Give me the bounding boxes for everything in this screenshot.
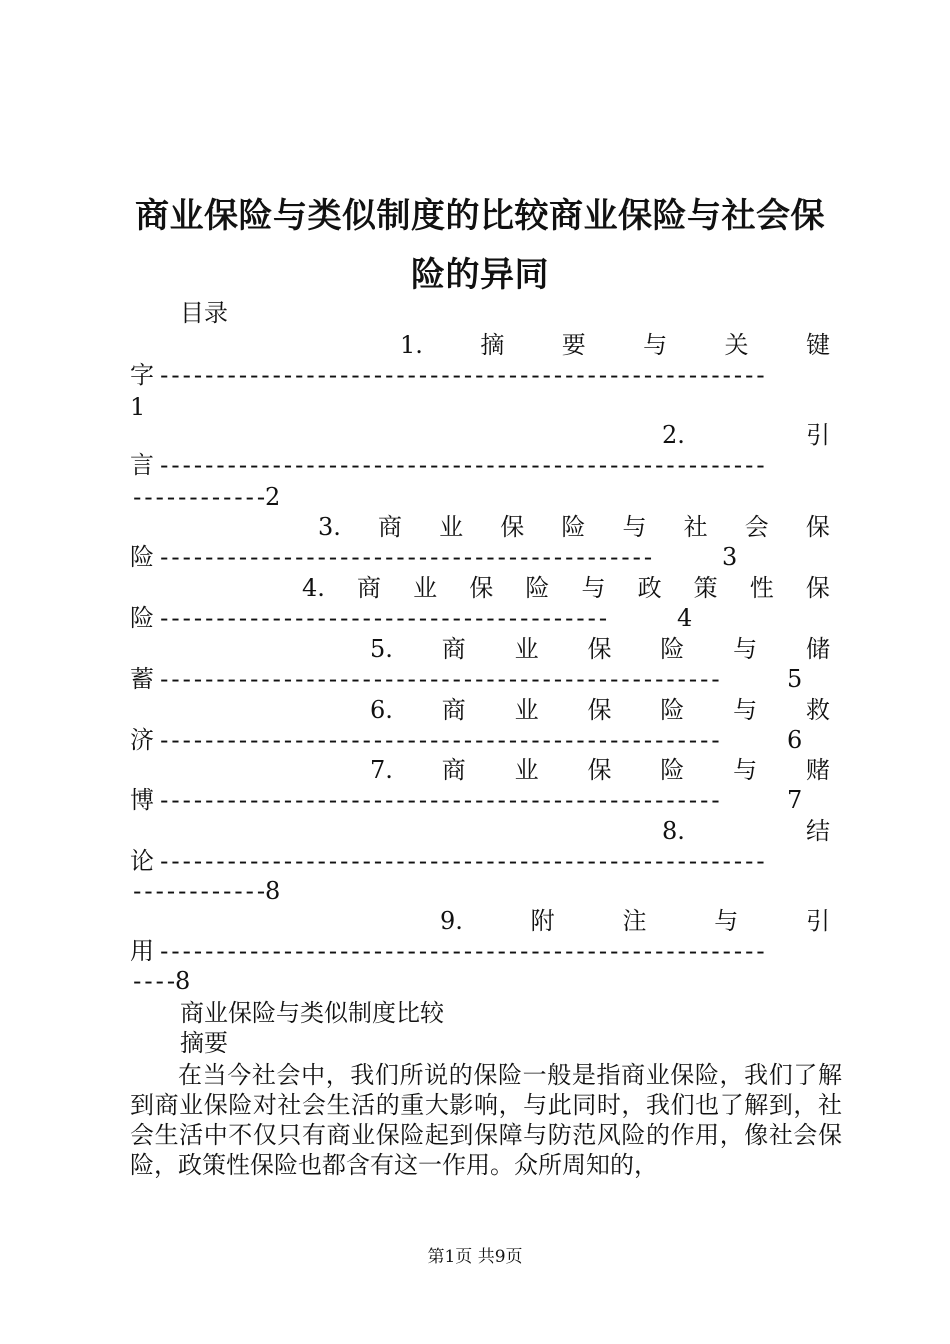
toc-entry-char: 性 bbox=[749, 574, 774, 602]
toc-leader-dashes: ------------------------------------------------------ bbox=[157, 937, 765, 965]
page-footer: 第1页 共9页 bbox=[427, 1247, 523, 1267]
toc-entry-head[interactable] bbox=[370, 634, 830, 664]
toc-entry-char: 险 bbox=[525, 574, 550, 602]
toc-heading: 目录 bbox=[180, 299, 228, 327]
toc-entry-char: 保 bbox=[587, 756, 612, 784]
toc-entry-char: 键 bbox=[805, 331, 830, 359]
toc-entry-head[interactable] bbox=[440, 906, 830, 936]
toc-page-number bbox=[722, 542, 737, 572]
toc-leader-dashes: ------------------------------------------------------ bbox=[157, 847, 765, 875]
toc-page-number bbox=[787, 664, 802, 694]
toc-entry-tail-char: 字 bbox=[130, 361, 154, 389]
toc-entry-tail-char: 济 bbox=[130, 726, 154, 754]
toc-entry-char: 要 bbox=[561, 331, 586, 359]
toc-entry-char: 与 bbox=[643, 331, 668, 359]
toc-entry-tail-char: 蓄 bbox=[130, 665, 154, 693]
toc-leader-dashes: -------------------------------------------- bbox=[157, 543, 652, 571]
toc-page-value: 7 bbox=[787, 786, 803, 814]
toc-entry-number: 5. bbox=[370, 635, 393, 663]
toc-entry-char: 与 bbox=[733, 696, 758, 724]
toc-page-value: 2 bbox=[265, 483, 281, 511]
toc-entry-tail-char: 言 bbox=[130, 451, 154, 479]
toc-entry-char: 策 bbox=[693, 574, 718, 602]
toc-entry-char: 业 bbox=[413, 574, 438, 602]
toc-entry-char: 关 bbox=[724, 331, 749, 359]
toc-entry-tail bbox=[130, 936, 154, 966]
toc-entry-char: 引 bbox=[806, 421, 830, 449]
toc-entry-char: 注 bbox=[622, 907, 647, 935]
toc-entry-char: 保 bbox=[587, 696, 612, 724]
toc-entry-head[interactable] bbox=[370, 755, 830, 785]
toc-entry-number: 9. bbox=[440, 907, 463, 935]
toc-entry-tail bbox=[130, 846, 154, 876]
toc-page-leader: ---- bbox=[130, 967, 175, 995]
toc-entry-char: 与 bbox=[714, 907, 739, 935]
toc-entry-tail bbox=[130, 785, 154, 815]
toc-entry-char: 保 bbox=[469, 574, 494, 602]
toc-page-value: 1 bbox=[130, 393, 146, 421]
toc-page-number bbox=[787, 785, 802, 815]
toc-page-number bbox=[677, 603, 692, 633]
toc-page-leader: ------------ bbox=[130, 877, 265, 905]
toc-entry-number: 4. bbox=[302, 574, 325, 602]
toc-entry-char: 与 bbox=[622, 513, 647, 541]
toc-entry-head[interactable] bbox=[400, 330, 830, 360]
toc-entry-head[interactable] bbox=[662, 816, 830, 846]
toc-entry-head[interactable] bbox=[370, 695, 830, 725]
toc-page-value: 4 bbox=[677, 604, 693, 632]
toc-entry-char: 商 bbox=[441, 696, 466, 724]
toc-entry-char: 险 bbox=[660, 696, 685, 724]
toc-page-number bbox=[787, 725, 802, 755]
toc-entry-head[interactable] bbox=[662, 420, 830, 450]
toc-leader-dashes: -------------------------------------------------- bbox=[157, 726, 720, 754]
toc-entry-char: 引 bbox=[805, 907, 830, 935]
toc-page-number bbox=[130, 482, 280, 512]
toc-page-value: 5 bbox=[787, 665, 803, 693]
toc-entry-char: 附 bbox=[530, 907, 555, 935]
toc-entry-char: 保 bbox=[805, 574, 830, 602]
toc-entry-char: 摘 bbox=[480, 331, 505, 359]
toc-entry-tail bbox=[130, 450, 154, 480]
toc-entry-char: 商 bbox=[441, 756, 466, 784]
toc-entry-tail-char: 险 bbox=[130, 543, 154, 571]
toc-entry-char: 商 bbox=[378, 513, 403, 541]
toc-entry-char: 商 bbox=[357, 574, 382, 602]
toc-leader-dashes: ---------------------------------------- bbox=[157, 604, 607, 632]
toc-entry-char: 保 bbox=[587, 635, 612, 663]
toc-entry-char: 业 bbox=[514, 756, 539, 784]
toc-entry-char: 险 bbox=[561, 513, 586, 541]
toc-page-value: 6 bbox=[787, 726, 803, 754]
toc-page-number bbox=[130, 966, 190, 996]
toc-entry-char: 险 bbox=[660, 635, 685, 663]
toc-entry-char: 与 bbox=[581, 574, 606, 602]
toc-page-value: 3 bbox=[722, 543, 738, 571]
toc-page-number bbox=[130, 392, 145, 422]
toc-page-leader: ------------ bbox=[130, 483, 265, 511]
abstract-text: 在当今社会中，我们所说的保险一般是指商业保险，我们了解到商业保险对社会生活的重大影响，与此同时，我们也了解到，社会生活中不仅只有商业保险起到保障与防范风险的作用，像社会保险，政策性保险也都含有这一作用。众所周知的， bbox=[130, 1061, 842, 1179]
toc-entry-tail bbox=[130, 542, 154, 572]
toc-entry-char: 社 bbox=[683, 513, 708, 541]
toc-entry-tail-char: 论 bbox=[130, 847, 154, 875]
toc-entry-tail bbox=[130, 725, 154, 755]
toc-leader-dashes: ------------------------------------------------------ bbox=[157, 361, 765, 389]
toc-leader-dashes: -------------------------------------------------- bbox=[157, 786, 720, 814]
toc-entry-char: 保 bbox=[500, 513, 525, 541]
toc-page-value: 8 bbox=[265, 877, 281, 905]
toc-entry-char: 赌 bbox=[805, 756, 830, 784]
toc-page-value: 8 bbox=[175, 967, 191, 995]
toc-entry-head[interactable] bbox=[302, 573, 830, 603]
toc-entry-head[interactable] bbox=[318, 512, 830, 542]
abstract-label: 摘要 bbox=[180, 1029, 228, 1057]
toc-entry-char: 救 bbox=[805, 696, 830, 724]
toc-entry-tail bbox=[130, 360, 154, 390]
toc-entry-number: 2. bbox=[662, 421, 685, 449]
toc-entry-number: 3. bbox=[318, 513, 341, 541]
toc-entry-char: 结 bbox=[806, 817, 830, 845]
document-title-line-1: 商业保险与类似制度的比较商业保险与社会保 bbox=[135, 196, 825, 236]
toc-entry-number: 1. bbox=[400, 331, 423, 359]
toc-leader-dashes: ------------------------------------------------------ bbox=[157, 451, 765, 479]
toc-entry-number: 6. bbox=[370, 696, 393, 724]
toc-page-number bbox=[130, 876, 280, 906]
toc-entry-tail-char: 用 bbox=[130, 937, 154, 965]
section-title: 商业保险与类似制度比较 bbox=[180, 999, 444, 1027]
toc-entry-number: 8. bbox=[662, 817, 685, 845]
toc-entry-char: 险 bbox=[660, 756, 685, 784]
toc-entry-number: 7. bbox=[370, 756, 393, 784]
toc-entry-char: 与 bbox=[733, 756, 758, 784]
toc-entry-char: 保 bbox=[805, 513, 830, 541]
toc-entry-tail-char: 博 bbox=[130, 786, 154, 814]
toc-leader-dashes: -------------------------------------------------- bbox=[157, 665, 720, 693]
toc-entry-char: 业 bbox=[514, 696, 539, 724]
abstract-paragraph bbox=[130, 1060, 842, 1180]
toc-entry-tail bbox=[130, 603, 154, 633]
document-title-line-2: 险的异同 bbox=[411, 255, 549, 295]
toc-entry-char: 会 bbox=[744, 513, 769, 541]
toc-entry-tail-char: 险 bbox=[130, 604, 154, 632]
toc-entry-char: 与 bbox=[733, 635, 758, 663]
toc-entry-char: 政 bbox=[637, 574, 662, 602]
toc-entry-char: 储 bbox=[805, 635, 830, 663]
toc-entry-char: 业 bbox=[439, 513, 464, 541]
toc-entry-tail bbox=[130, 664, 154, 694]
toc-entry-char: 业 bbox=[514, 635, 539, 663]
toc-entry-char: 商 bbox=[441, 635, 466, 663]
